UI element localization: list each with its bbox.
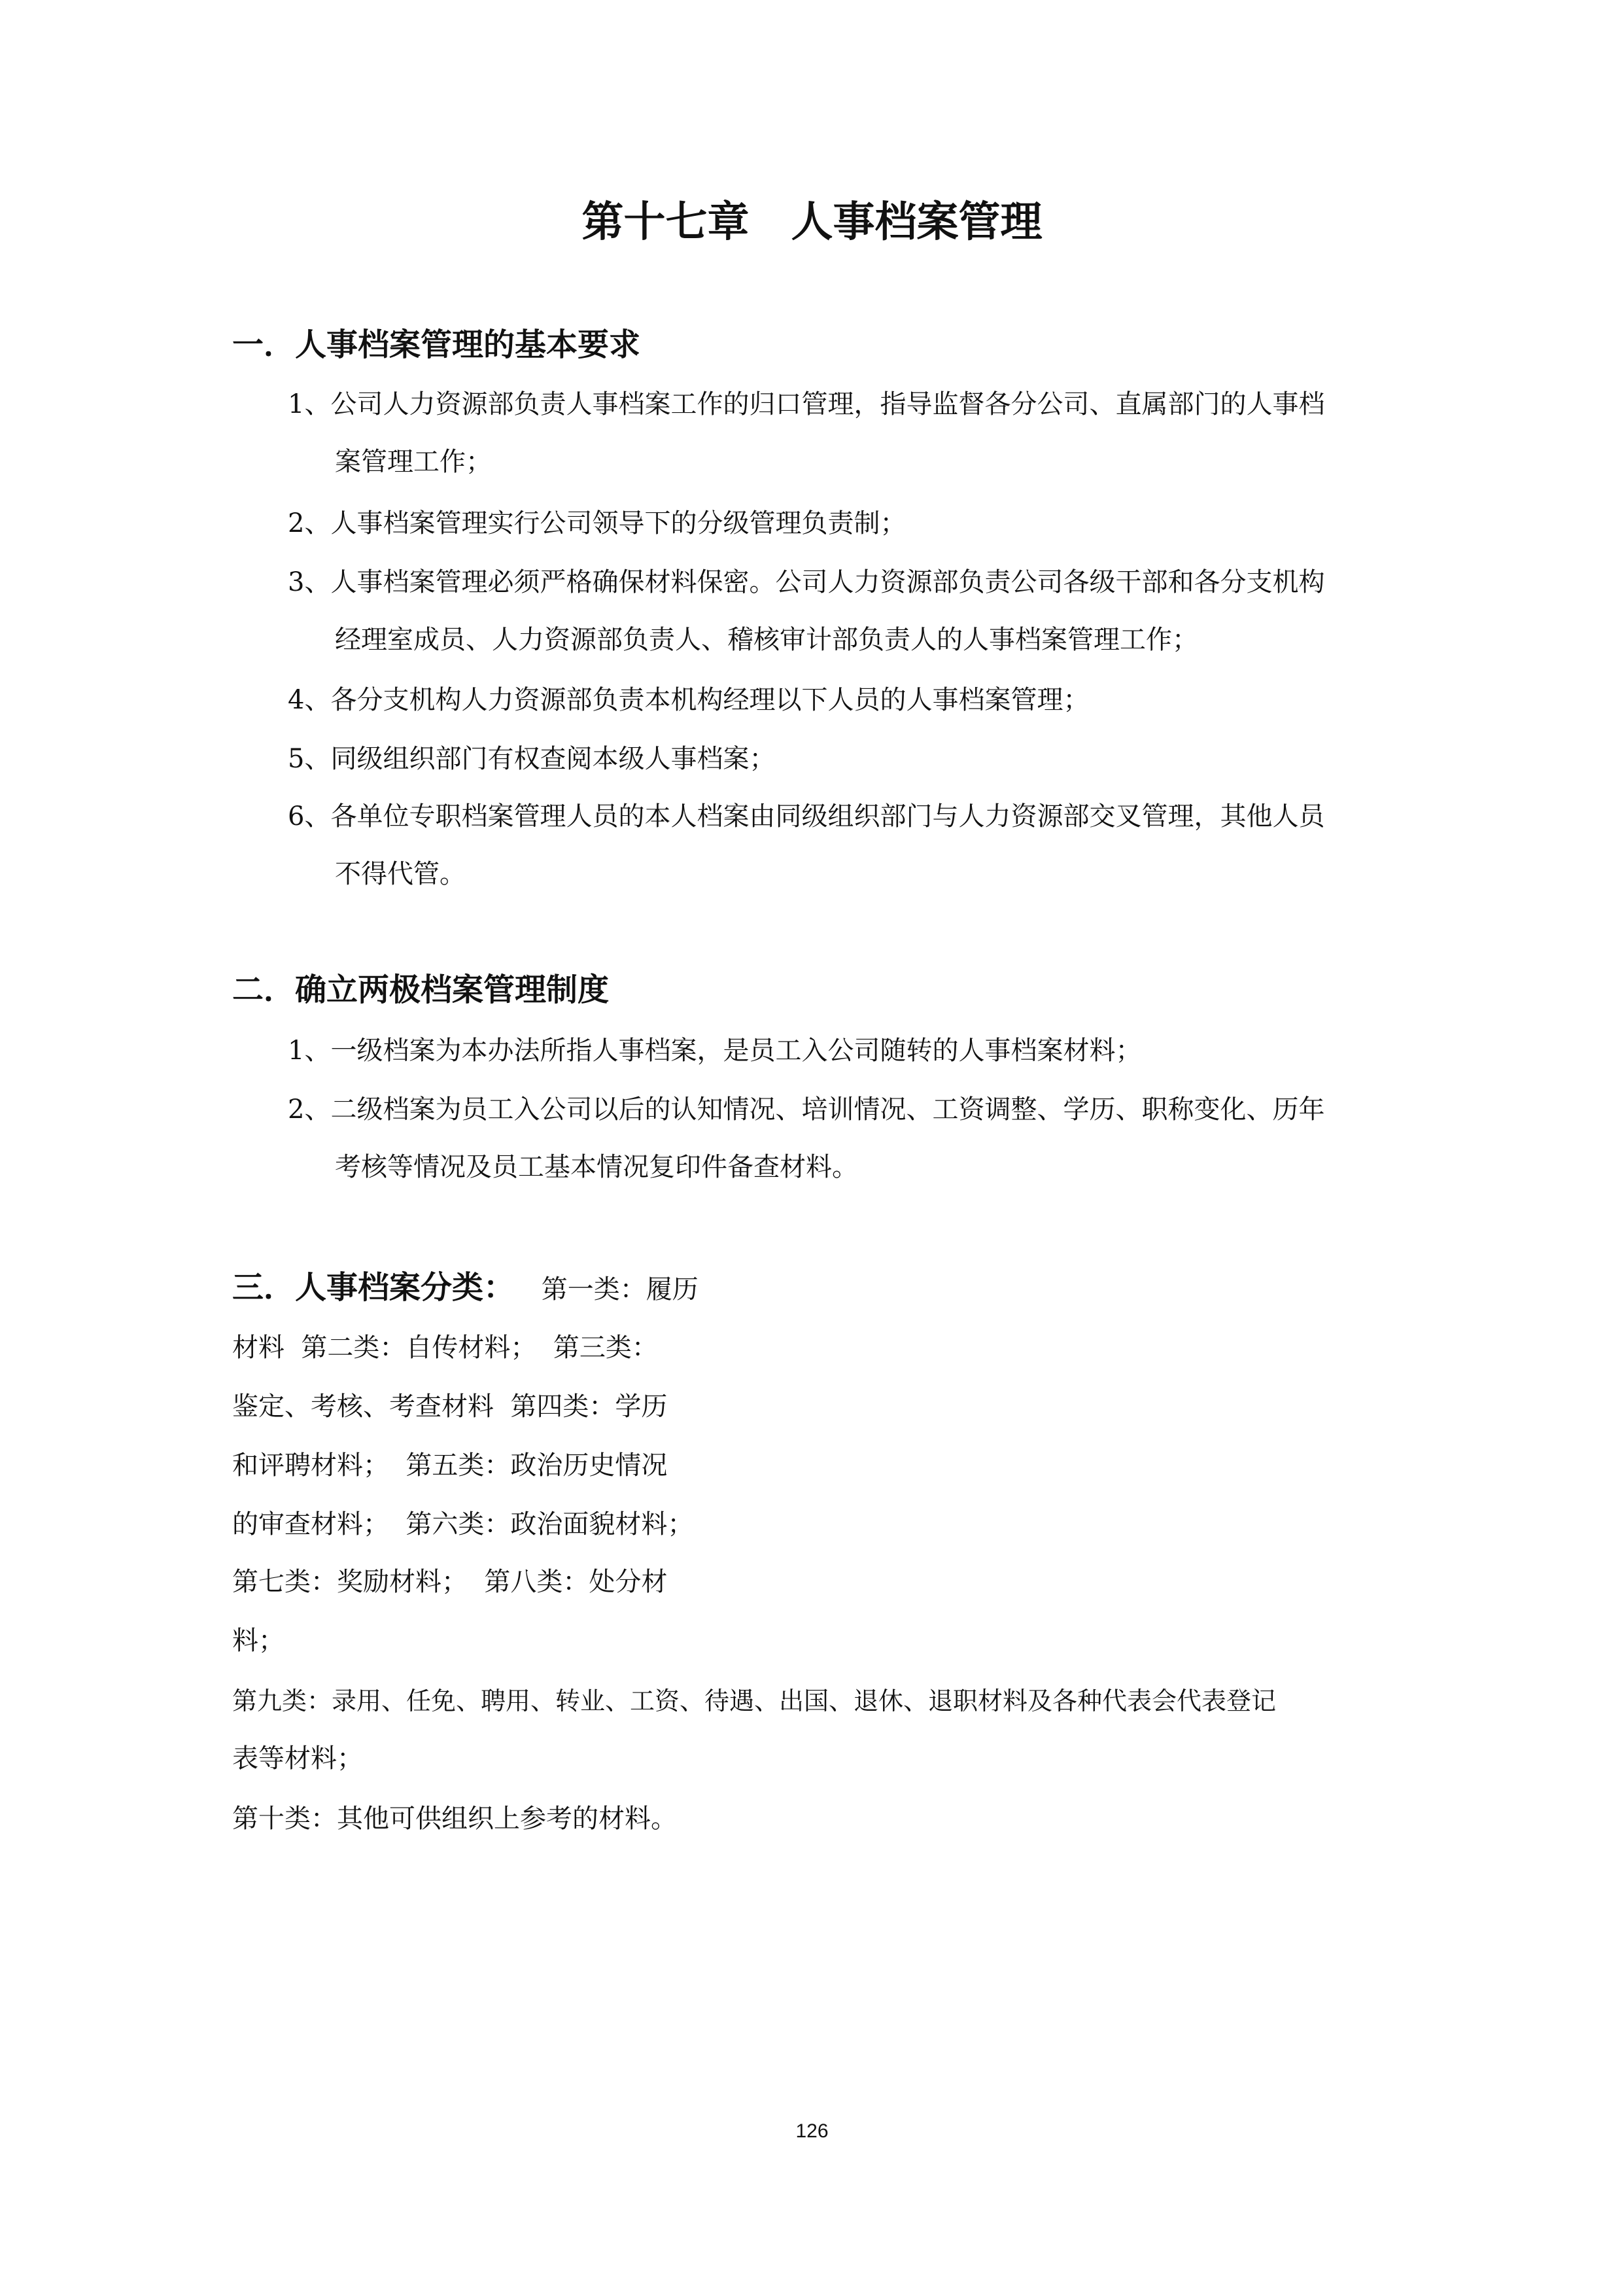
list-item-2-2 [288,1090,1324,1129]
category-text-line-5: 第七类：奖励材料； 第八类：处分材 [232,1567,668,1597]
list-item-1-6 [288,797,1324,836]
list-item-number: 2、 [288,1095,331,1125]
section-heading-3-line [232,1268,699,1309]
page-number: 126 [795,2120,829,2142]
list-item-1-4 [288,680,1089,720]
list-item-text: 一级档案为本办法所指人事档案，是员工入公司随转的人事档案材料； [330,1036,1142,1066]
list-item-number: 2、 [288,508,331,538]
list-item-1-2 [288,504,906,543]
category-text-line-7: 第九类：录用、任免、聘用、转业、工资、待遇、出国、退休、退职材料及各种代表会代表登记 [232,1687,1277,1715]
section-heading-1: 一．人事档案管理的基本要求 [232,326,641,363]
list-item-number: 6、 [288,801,331,832]
list-item-text: 各单位专职档案管理人员的本人档案由同级组织部门与人力资源部交叉管理，其他人员 [330,801,1325,832]
list-item-2-1 [288,1031,1141,1070]
category-text-line-0: 第一类：履历 [541,1274,699,1305]
list-item-1-5 [288,739,775,779]
section-heading-3: 三．人事档案分类： [232,1269,515,1306]
list-item-1-3 [288,563,1324,602]
category-text-line-2: 鉴定、考核、考查材料 第四类：学历 [232,1392,668,1422]
list-item-text: 二级档案为员工入公司以后的认知情况、培训情况、工资调整、学历、职称变化、历年 [330,1095,1325,1125]
list-item-text: 人事档案管理实行公司领导下的分级管理负责制； [330,508,907,538]
list-item-number: 1、 [288,389,331,419]
list-item-number: 5、 [288,744,331,774]
category-text-line-9: 第十类：其他可供组织上参考的材料。 [232,1804,677,1834]
list-item-2-2-continuation: 考核等情况及员工基本情况复印件备查材料。 [335,1152,858,1182]
list-item-text: 同级组织部门有权查阅本级人事档案； [330,744,776,774]
list-item-number: 4、 [288,685,331,715]
list-item-text: 公司人力资源部负责人事档案工作的归口管理，指导监督各分公司、直属部门的人事档 [330,389,1325,419]
category-text-line-6: 料； [232,1626,285,1656]
list-item-1-3-continuation: 经理室成员、人力资源部负责人、稽核审计部负责人的人事档案管理工作； [335,625,1198,655]
list-item-number: 1、 [288,1036,331,1066]
list-item-1-1-continuation: 案管理工作； [335,447,492,477]
section-heading-2: 二．确立两极档案管理制度 [232,972,610,1008]
list-item-text: 人事档案管理必须严格确保材料保密。公司人力资源部负责公司各级干部和各分支机构 [330,567,1325,597]
list-item-1-6-continuation: 不得代管。 [335,859,466,889]
category-text-line-1: 材料 第二类：自传材料； 第三类： [232,1333,658,1363]
list-item-number: 3、 [288,567,331,597]
list-item-1-1 [288,385,1324,424]
category-text-line-3: 和评聘材料； 第五类：政治历史情况 [232,1450,668,1480]
category-text-line-8: 表等材料； [232,1743,363,1774]
list-item-text: 各分支机构人力资源部负责本机构经理以下人员的人事档案管理； [330,685,1090,715]
category-text-line-4: 的审查材料； 第六类：政治面貌材料； [232,1509,694,1539]
chapter-title: 第十七章 人事档案管理 [581,198,1043,247]
